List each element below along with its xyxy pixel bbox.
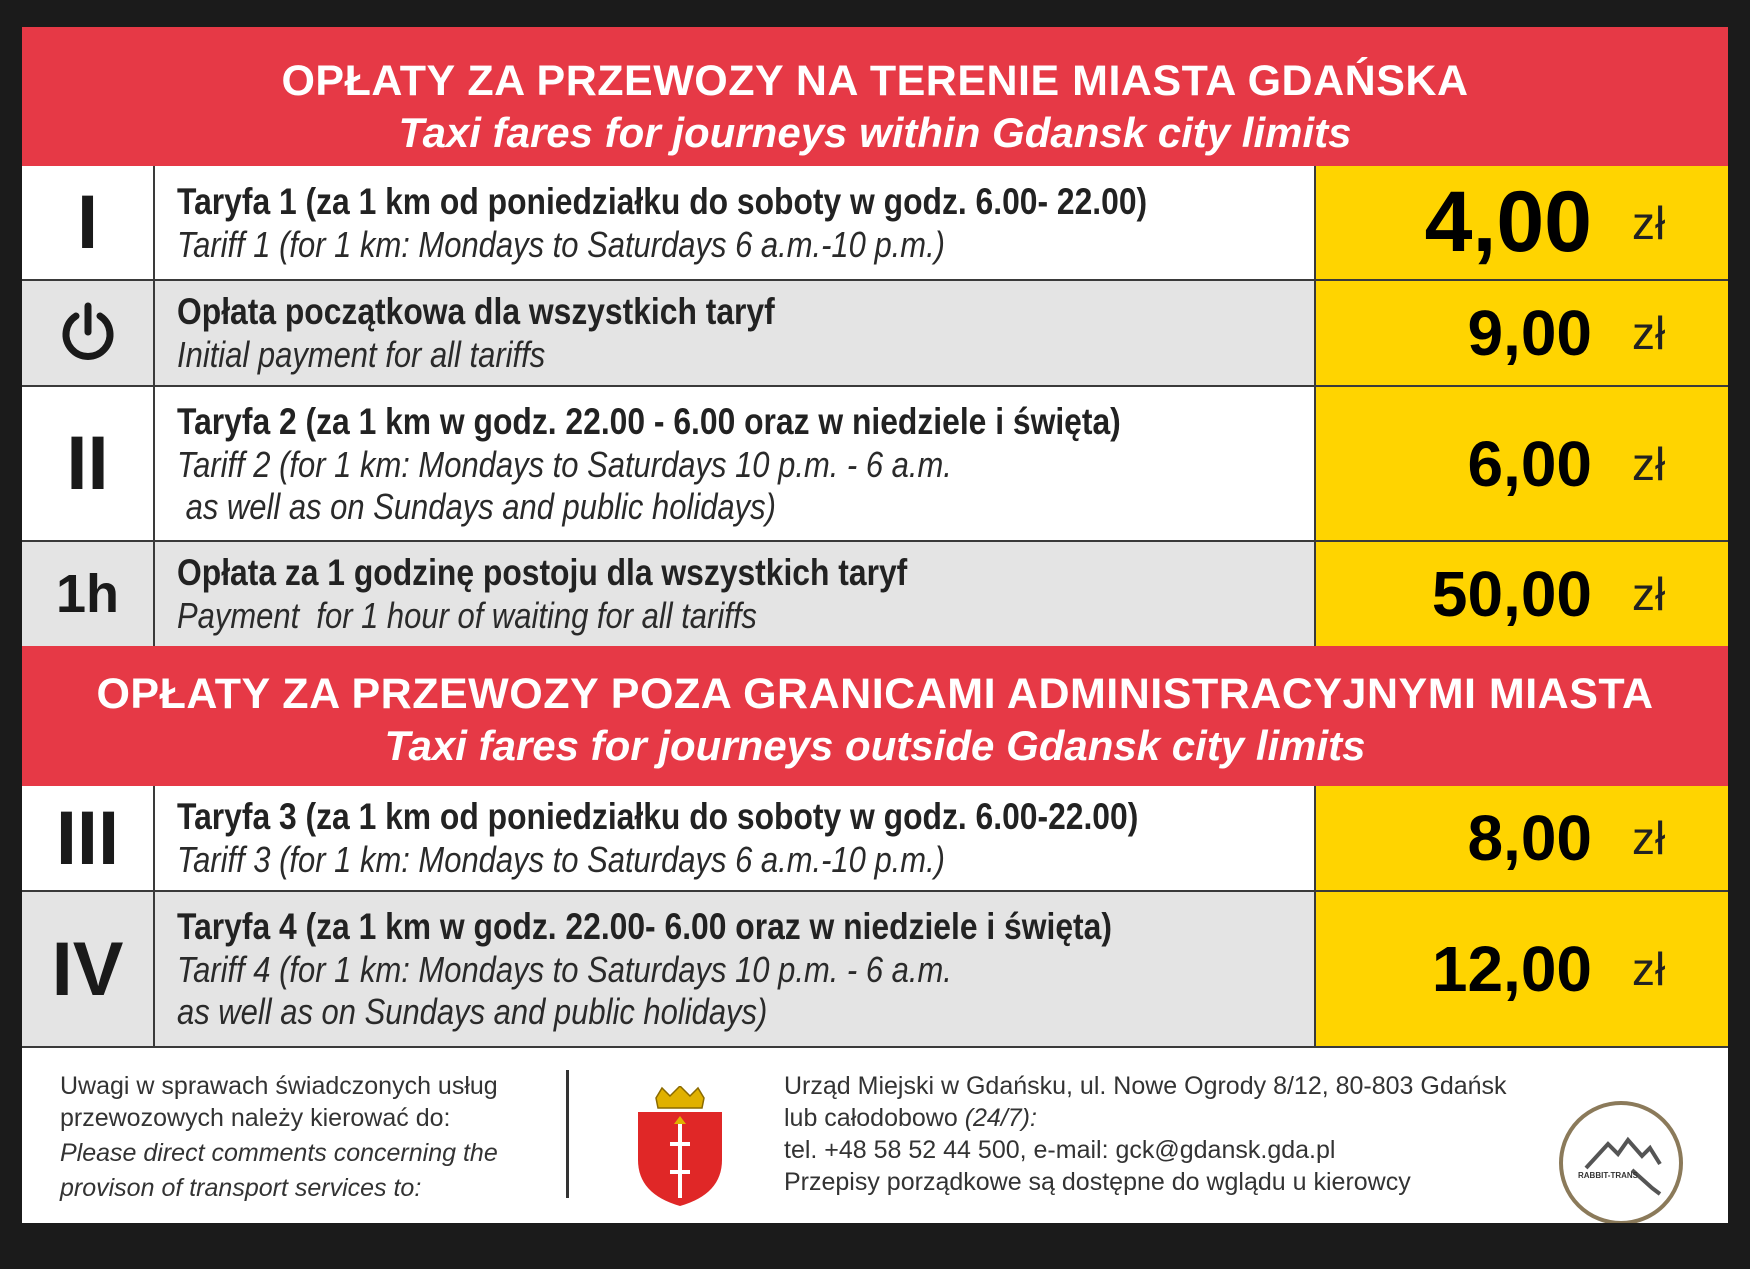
power-icon (22, 281, 155, 385)
section-title-en: Taxi fares for journeys outside Gdansk city limits (384, 722, 1366, 769)
fare-description (155, 387, 1316, 540)
section-title-pl: OPŁATY ZA PRZEWOZY NA TERENIE MIASTA GDAŃSKA (281, 57, 1469, 105)
note-en-line1: Please direct comments concerning the (60, 1139, 498, 1167)
fare-row-waiting (22, 540, 1728, 646)
description-en: Payment for 1 hour of waiting for all tariffs (177, 595, 757, 636)
description-en: Tariff 3 (for 1 km: Mondays to Saturdays 6 a.m.-10 p.m.) (177, 839, 945, 880)
price-currency: zł (1632, 568, 1666, 620)
description-pl: Taryfa 4 (za 1 km w godz. 22.00- 6.00 oraz w niedziele i święta) (177, 906, 1112, 947)
section-header-outside-city (22, 646, 1728, 786)
description-pl: Taryfa 3 (za 1 km od poniedziałku do soboty w godz. 6.00-22.00) (177, 796, 1139, 837)
description-en-line2: as well as on Sundays and public holidays) (177, 485, 776, 527)
price-currency: zł (1632, 437, 1666, 490)
fare-row-tariff-1 (22, 166, 1728, 279)
fare-row-tariff-2 (22, 385, 1728, 540)
rabbit-trans-logo (1556, 1098, 1686, 1223)
price-value: 50,00 (1431, 558, 1592, 630)
description-en: Initial payment for all tariffs (177, 334, 546, 375)
section-header-city (22, 27, 1728, 166)
fare-row-tariff-3 (22, 786, 1728, 890)
tariff-1-label: I (22, 166, 155, 279)
description-pl: Opłata początkowa dla wszystkich taryf (177, 291, 775, 332)
description-en: Tariff 4 (for 1 km: Mondays to Saturdays 10 p.m. - 6 a.m. (177, 949, 952, 990)
fare-price (1316, 892, 1728, 1046)
fare-price (1316, 786, 1728, 890)
footer-divider (566, 1070, 569, 1198)
price-value: 12,00 (1431, 933, 1592, 1005)
price-value: 4,00 (1424, 174, 1592, 270)
description-pl: Taryfa 1 (za 1 km od poniedziałku do soboty w godz. 6.00- 22.00) (177, 180, 1148, 222)
note-pl-line1: Uwagi w sprawach świadczonych usług (60, 1072, 498, 1100)
price-currency: zł (1632, 812, 1666, 864)
description-pl: Opłata za 1 godzinę postoju dla wszystkich taryf (177, 552, 908, 593)
fare-description (155, 892, 1316, 1046)
phone-email[interactable]: tel. +48 58 52 44 500, e-mail: gck@gdansk.gda.pl (784, 1136, 1336, 1164)
fare-description (155, 166, 1316, 279)
note-en-line2: provison of transport services to: (60, 1174, 422, 1202)
footer (22, 1046, 1728, 1220)
description-en: Tariff 2 (for 1 km: Mondays to Saturdays 10 p.m. - 6 a.m. (177, 443, 952, 485)
gdansk-coat-of-arms-icon (630, 1086, 730, 1211)
price-value: 9,00 (1467, 297, 1592, 369)
note-pl-line2: przewozowych należy kierować do: (60, 1104, 451, 1132)
hours-line: lub całodobowo (24/7): (784, 1104, 1037, 1132)
tariff-3-label: III (22, 786, 155, 890)
fare-price (1316, 542, 1728, 646)
fare-price (1316, 166, 1728, 279)
comments-note (60, 1070, 530, 1204)
fare-description (155, 786, 1316, 890)
fare-row-initial-fee (22, 279, 1728, 385)
fare-card (22, 27, 1728, 1223)
section-title-pl: OPŁATY ZA PRZEWOZY POZA GRANICAMI ADMINISTRACYJNYMI MIASTA (96, 670, 1654, 718)
price-value: 8,00 (1467, 802, 1592, 874)
office-address: Urząd Miejski w Gdańsku, ul. Nowe Ogrody 8/12, 80-803 Gdańsk (784, 1072, 1507, 1100)
fare-price (1316, 387, 1728, 540)
price-value: 6,00 (1467, 427, 1592, 500)
rules-note: Przepisy porządkowe są dostępne do wglądu u kierowcy (784, 1168, 1411, 1196)
description-pl: Taryfa 2 (za 1 km w godz. 22.00 - 6.00 oraz w niedziele i święta) (177, 400, 1121, 442)
logo-text: RABBIT-TRANS (1578, 1171, 1638, 1180)
waiting-hour-label: 1h (22, 542, 155, 646)
fare-description (155, 281, 1316, 385)
fare-row-tariff-4 (22, 890, 1728, 1046)
fare-description (155, 542, 1316, 646)
contact-info (784, 1070, 1507, 1198)
tariff-4-label: IV (22, 892, 155, 1046)
description-en-line2: as well as on Sundays and public holidays) (177, 991, 768, 1032)
fare-price (1316, 281, 1728, 385)
tariff-2-label: II (22, 387, 155, 540)
section-title-en: Taxi fares for journeys within Gdansk city limits (398, 109, 1352, 156)
price-currency: zł (1632, 943, 1666, 995)
price-currency: zł (1632, 307, 1666, 359)
description-en: Tariff 1 (for 1 km: Mondays to Saturdays 6 a.m.-10 p.m.) (177, 223, 945, 265)
price-currency: zł (1632, 196, 1666, 249)
